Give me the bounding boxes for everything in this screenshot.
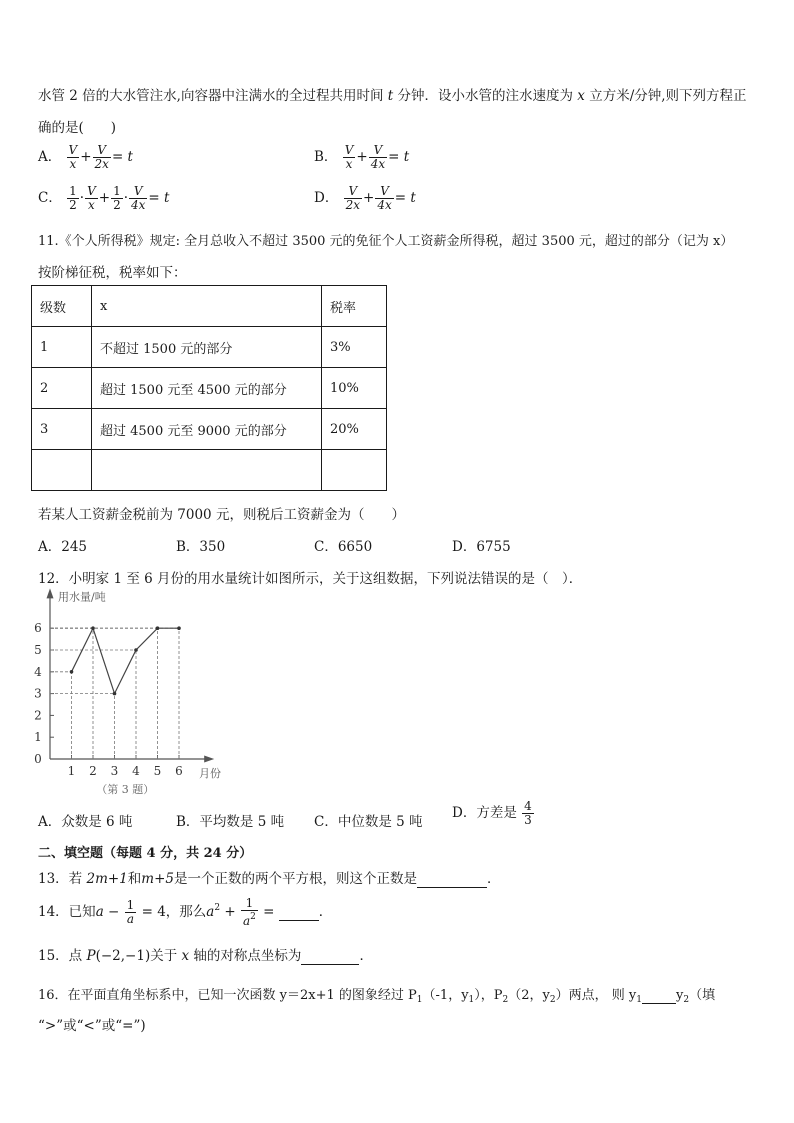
fraction: $\frac{1}{a^2}$ [242,896,256,928]
q16-line2: “>”或“<”或“=”) [38,1018,146,1034]
fraction: $\frac{4}{3}$ [524,799,532,827]
q10-option-d[interactable]: D． $\frac{V}{2x}$ + $\frac{V}{4x}$ = t [314,184,416,212]
data-point [113,692,117,696]
table-cell: 超过 1500 元至 4500 元的部分 [92,368,322,409]
answer-blank[interactable] [279,904,319,921]
tax-rate-table [31,285,387,491]
table-cell [322,450,387,491]
q11-option-a[interactable]: A．245 [38,539,88,555]
fraction: $\frac{V}{x}$ [344,143,354,171]
fraction: $\frac{V}{x}$ [68,143,78,171]
q11-option-d[interactable]: D．6755 [452,539,511,555]
q13: 13．若 2m+1和m+5是一个正数的两个平方根，则这个正数是 ． [38,871,501,887]
answer-blank[interactable] [642,988,676,1004]
fraction: $\frac{V}{4x}$ [377,184,392,212]
y-tick-label: 5 [34,643,42,657]
y-tick-label: 2 [34,708,42,723]
table-row [32,450,387,491]
fraction: $\frac{V}{2x}$ [345,184,361,212]
y-tick-label: 0 [34,752,42,766]
x-axis-arrow [204,756,214,763]
table-header-row [32,286,387,327]
y-tick-label: 6 [34,621,42,636]
q11-option-c[interactable]: C．6650 [314,539,373,555]
data-point [91,626,95,630]
data-point [177,626,181,630]
data-point [156,626,160,630]
fraction: $\frac{V}{4x}$ [131,184,146,212]
y-tick-label: 4 [34,664,42,679]
q12-stem: 12．小明家 1 至 6 月份的用水量统计如图所示，关于这组数据，下列说法错误的是（ ）． [38,571,583,587]
series-line [72,628,180,693]
q12-option-a[interactable]: A．众数是 6 吨 [38,814,133,830]
y-tick-label: 3 [34,686,42,701]
table-cell: 不超过 1500 元的部分 [92,327,322,368]
fraction: $\frac{1}{2}$ [69,184,77,212]
table-cell: 10% [322,368,387,409]
q12-option-b[interactable]: B．平均数是 5 吨 [176,814,285,830]
x-tick-label: 6 [175,764,183,778]
table-cell [32,450,92,491]
q10-stem-line2: 确的是( ) [38,120,117,136]
answer-blank[interactable] [301,948,359,965]
y-axis-arrow [47,588,54,598]
table-cell: 20% [322,409,387,450]
q10-option-c[interactable]: C． $\frac{1}{2}$ · $\frac{V}{x}$ + $\frac{1}{2}$ · $\frac{V}{4x}$ = t [38,184,170,212]
table-row [32,368,387,409]
fraction: $\frac{1}{2}$ [113,184,121,212]
q14: 14．已知a − $\frac{1}{a}$ = 4，那么$a^2$ + $\frac{1}{a^2}$ = ． [38,896,333,928]
x-tick-label: 4 [132,764,140,778]
table-cell: 1 [32,327,92,368]
q12-option-d[interactable]: D．方差是 $\frac{4}{3}$ [452,799,532,827]
q11-question: 若某人工资薪金税前为 7000 元，则税后工资薪金为（ ） [38,507,405,523]
fraction: $\frac{V}{4x}$ [370,143,386,171]
x-tick-label: 2 [89,764,97,778]
q15: 15．点 P(−2,−1)关于 x 轴的对称点坐标为 ． [38,948,373,964]
x-axis-label: 月份 [199,767,221,780]
q11-option-b[interactable]: B．350 [176,539,226,555]
y-axis-label: 用水量/吨 [58,590,106,604]
header-cell: 税率 [322,286,387,327]
data-point [134,648,138,652]
chart-caption: （第 3 题） [96,783,155,796]
x-tick-label: 3 [110,764,119,778]
header-cell: 级数 [32,286,92,327]
fraction: $\frac{V}{2x}$ [94,143,109,171]
water-usage-chart [30,588,230,798]
q11-stem-line1: 11.《个人所得税》规定: 全月总收入不超过 3500 元的免征个人工资薪金所得税，超过 3500 元，超过的部分（记为 x） [38,234,734,249]
table-cell [92,450,322,491]
table-cell: 超过 4500 元至 9000 元的部分 [92,409,322,450]
table-cell: 3 [32,409,92,450]
q10-option-b[interactable]: B． $\frac{V}{x}$ + $\frac{V}{4x}$ = t [314,143,410,171]
section-heading: 二、填空题（每题 4 分，共 24 分） [38,846,253,861]
table-row [32,409,387,450]
header-cell: x [92,286,322,327]
table-cell: 2 [32,368,92,409]
y-tick-label: 1 [34,730,42,745]
q12-option-c[interactable]: C．中位数是 5 吨 [314,814,423,830]
fraction: $\frac{1}{a}$ [126,898,135,926]
q16-line1: 16．在平面直角坐标系中，已知一次函数 y＝2x+1 的图象经过 $P_1(-1$，$y_1$），$P_2(2$，$y_2$）两点， 则 $y_1$ $y_2$（填 [38,988,716,1005]
answer-blank[interactable] [417,871,487,888]
table-row [32,327,387,368]
table-cell: 3% [322,327,387,368]
x-tick-label: 1 [67,764,76,778]
q10-stem-line1: 水管 2 倍的大水管注水,向容器中注满水的全过程共用时间 t 分钟．设小水管的注水速度为 x 立方米/分钟,则下列方程正 [38,88,747,104]
fraction: $\frac{V}{x}$ [87,184,96,212]
data-point [70,670,74,674]
x-tick-label: 5 [153,764,162,778]
q10-option-a[interactable]: A． $\frac{V}{x}$ + $\frac{V}{2x}$ = t [38,143,133,171]
q11-stem-line2: 按阶梯征税，税率如下： [38,265,187,281]
